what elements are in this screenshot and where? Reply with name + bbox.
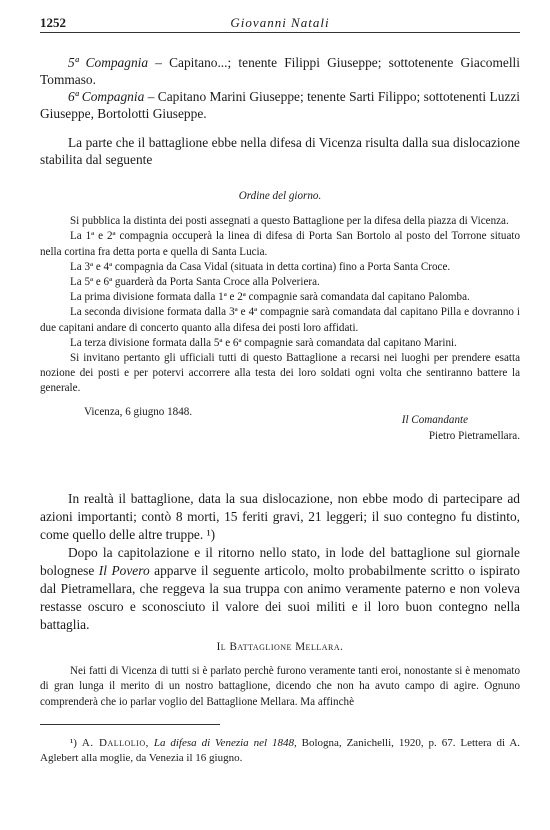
order-paragraph: La prima divisione formata dalla 1ª e 2ª compagnie sarà comandata dal capitano Palomba. [70, 291, 470, 304]
page-number: 1252 [40, 15, 66, 30]
main-text [40, 490, 520, 634]
article-text: Nei fatti di Vicenza di tutti si è parlato perchè furono veramente tanti eroi, nonostante si è menomato di gran lunga il merito di un nostro battaglione, dicendo che non ha avuto campo di agire. Ognuno comprenderà che io parlar voglio del Battaglione Mellara. Ma affinchè [40, 665, 520, 708]
company-5-label: 5ª Compagnia [68, 55, 149, 70]
company-6 [40, 88, 520, 122]
company-5-text: – Capitano...; tenente Filippi Giuseppe; sottotenente Giacomelli Tommaso. [40, 55, 520, 87]
order-paragraph: Si pubblica la distinta dei posti assegnati a questo Battaglione per la difesa della piazza di Vicenza. [70, 215, 509, 228]
body-paragraph: In realtà il battaglione, data la sua dislocazione, non ebbe modo di partecipare ad azioni importanti; contò 8 morti, 15 feriti gravi, 21 leggeri; il suo contegno fu distinto, come quello delle altre truppe. ¹) [40, 491, 520, 542]
footnote-text: ¹) A. Dallolio, La difesa di Venezia nel 1848, Bologna, Zanichelli, 1920, p. 67. Lettera di A. Aglebert alla moglie, da Venezia il 16 giugno. [40, 737, 521, 764]
order-paragraph: La 1ª e 2ª compagnia occuperà la linea di difesa di Porta San Bortolo al posto del Torrone situato nella cortina fra detta porta e quella di Santa Lucia. [40, 230, 520, 258]
order-paragraph: La seconda divisione formata dalla 3ª e 4ª compagnie sarà comandata dal capitano Pilla e dovranno i due capitani andare di concerto quanto alla difesa dei posti loro affidati. [40, 306, 520, 334]
order-paragraph: La 3ª e 4ª compagnia da Casa Vidal (situata in detta cortina) fino a Porta Santa Croce. [70, 260, 451, 273]
article-title: Il Battaglione Mellara. [216, 641, 344, 653]
order-of-day [40, 189, 520, 445]
footnote-rule [40, 724, 220, 725]
order-paragraph: La terza divisione formata dalla 5ª e 6ª compagnie sarà comandata dal capitano Marini. [70, 336, 457, 349]
company-6-label: 6ª Compagnia [68, 89, 145, 104]
signature-title: Il Comandante [401, 413, 468, 426]
newspaper-title: Il Povero [98, 563, 150, 578]
intro-paragraph: La parte che il battaglione ebbe nella difesa di Vicenza risulta dalla sua dislocazione stabilita dal seguente [40, 135, 520, 167]
running-title: Giovanni Natali [230, 15, 330, 30]
company-6-text: – Capitano Marini Giuseppe; tenente Sarti Filippo; sottotenenti Luzzi Giuseppe, Bortolotti Giuseppe. [40, 89, 520, 121]
intro-block [40, 134, 520, 168]
order-title: Ordine del giorno. [238, 190, 322, 202]
company-5 [40, 54, 520, 88]
page-header [40, 12, 520, 32]
footnote [40, 736, 520, 766]
article-block [40, 640, 520, 710]
order-closing [40, 405, 520, 445]
header-rule [40, 32, 520, 33]
place-date: Vicenza, 6 giugno 1848. [84, 405, 193, 418]
order-paragraph: Si invitano pertanto gli ufficiali tutti di questo Battaglione a recarsi nei luoghi per prendere esatta nozione dei posti e per potervi accorrere alla testa dei loro soldati ogni volta che sentiranno battere la generale. [40, 352, 520, 395]
signature-name: Pietro Pietramellara. [428, 429, 520, 442]
body-paragraph: Dopo la capitolazione e il ritorno nello stato, in lode del battaglione sul giornale bolognese Il Povero apparve il seguente articolo, molto probabilmente scritto o ispirato dal Pietramellara, che reggeva la sua truppa con animo veramente paterno e non voleva restasse oscuro e sconosciuto il valore dei suoi militi e il loro buon contegno nella battaglia. [40, 545, 520, 632]
order-paragraph: La 5ª e 6ª guarderà da Porta Santa Croce alla Polveriera. [70, 276, 320, 289]
companies-block [40, 54, 520, 122]
